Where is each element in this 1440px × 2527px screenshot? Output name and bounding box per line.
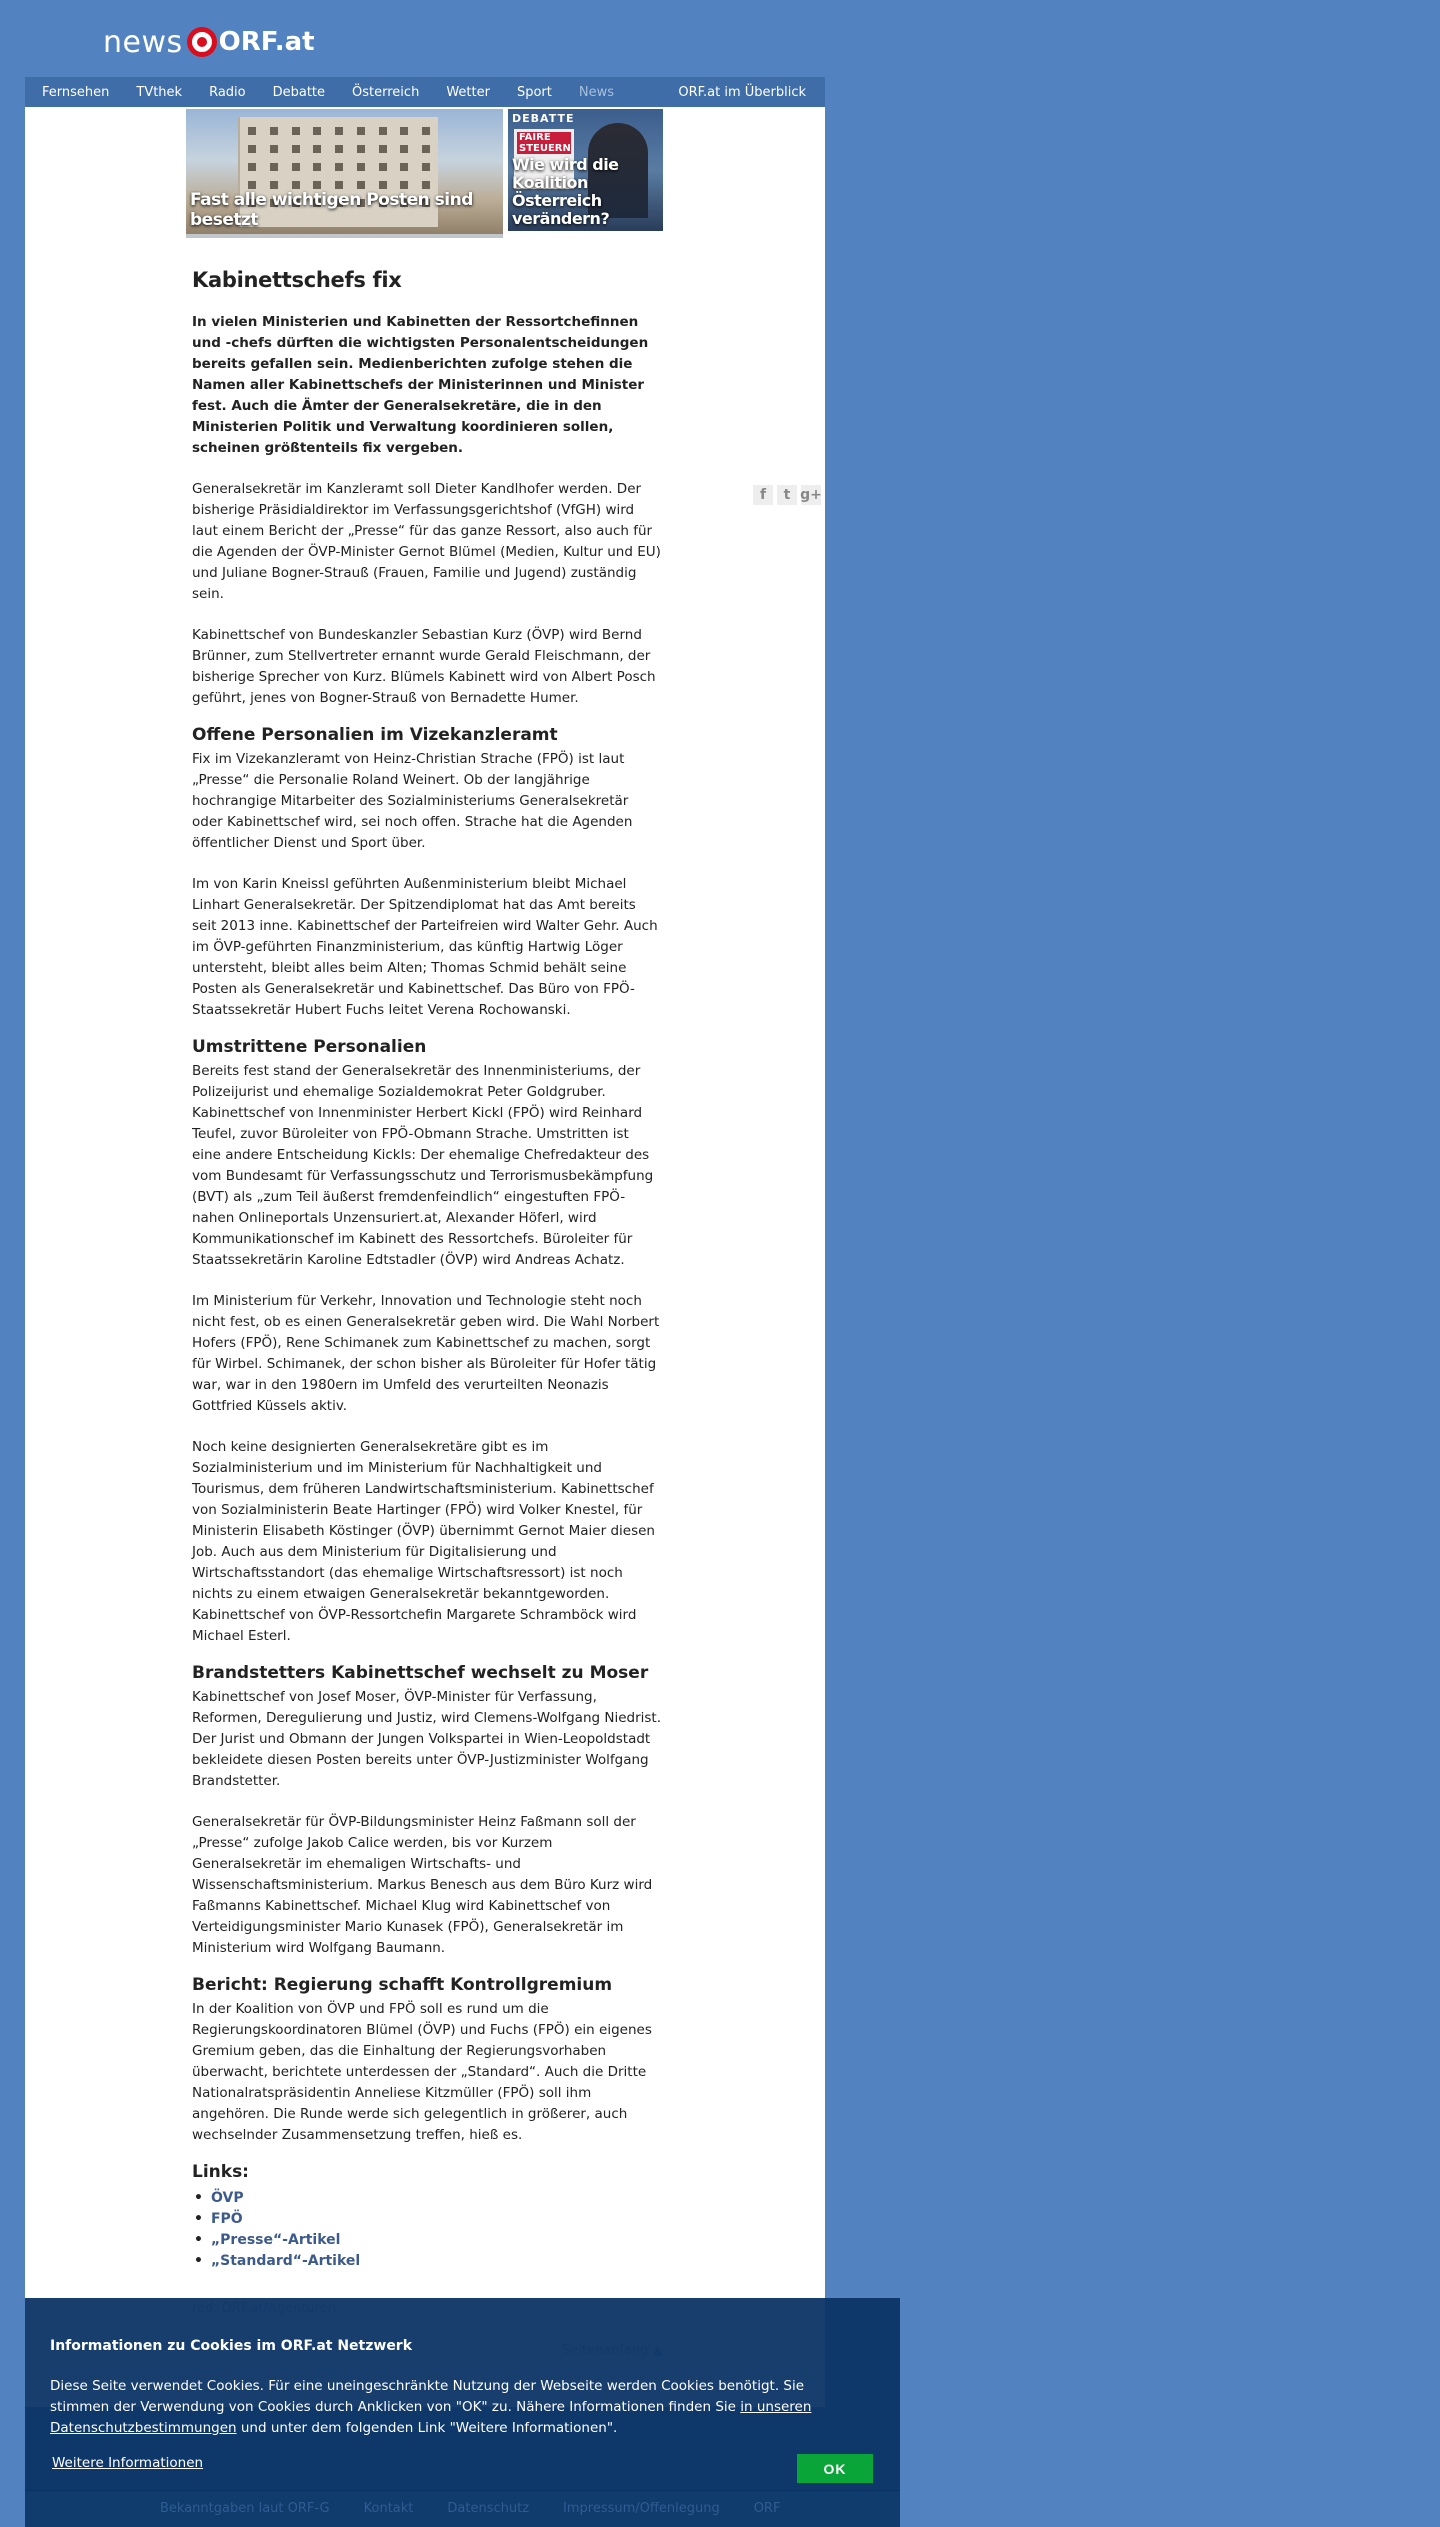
cookie-more-info-link[interactable]: Weitere Informationen — [52, 2455, 204, 2471]
cookie-privacy-link[interactable]: in unseren Datenschutzbestimmungen — [50, 2399, 812, 2436]
links-heading: Links: — [192, 2162, 249, 2182]
footer-link-orf[interactable]: ORF — [753, 2501, 781, 2516]
site-logo[interactable] — [103, 22, 315, 62]
nav-item-fernsehen[interactable]: Fernsehen — [42, 84, 110, 100]
article-paragraph: In der Koalition von ÖVP und FPÖ soll es rund um die Regierungskoordinatoren Blümel (ÖVP) und Fuchs (FPÖ) ein eigenes Gremium geben, das die Einhaltung der Regierungsvorhaben überwacht, berichtete unterdessen der „Standard“. Auch die Dritte Nationalratspräsidentin Anneliese Kitzmüller (FPÖ) soll ihm angehören. Die Runde werde sich gelegentlich in größerer, auch wechselnder Zusammensetzung treffen, hieß es. — [192, 2001, 652, 2143]
nav-item-tvthek[interactable]: TVthek — [136, 84, 183, 100]
teaser-kicker: DEBATTE — [512, 112, 575, 125]
article-paragraph: Kabinettschef von Bundeskanzler Sebastian Kurz (ÖVP) wird Bernd Brünner, zum Stellvertreter ernannt wurde Gerald Fleischmann, der bisherige Sprecher von Kurz. Blümels Kabinett wird von Albert Posch geführt, jenes von Bogner-Strauß von Bernadette Humer. — [192, 627, 656, 706]
link-oevp[interactable]: • ÖVP — [192, 2188, 662, 2209]
link-standard-artikel[interactable]: • „Standard“-Artikel — [192, 2251, 662, 2272]
link-fpoe[interactable]: • FPÖ — [192, 2209, 662, 2230]
cookie-text-after: und unter dem folgenden Link "Weitere Informationen". — [236, 2420, 618, 2436]
article-paragraph: Generalsekretär für ÖVP-Bildungsminister Heinz Faßmann soll der „Presse“ zufolge Jakob Calice werden, bis vor Kurzem Generalsekretär im ehemaligen Wirtschafts- und Wissenschaftsministerium. Markus Benesch aus dem Büro Kurz wird Faßmanns Kabinettschef. Michael Klug wird Kabinettschef von Verteidigungsminister Mario Kunasek (FPÖ), Generalsekretär im Ministerium wird Wolfgang Baumann. — [192, 1814, 653, 1956]
footer-link-bekanntgaben[interactable]: Bekanntgaben laut ORF-G — [160, 2501, 330, 2516]
nav-item-debatte[interactable]: Debatte — [272, 84, 326, 100]
nav-item-news[interactable]: News — [578, 84, 614, 100]
link-presse-artikel[interactable]: • „Presse“-Artikel — [192, 2230, 662, 2251]
article-paragraph: Bereits fest stand der Generalsekretär des Innenministeriums, der Polizeijurist und ehemalige Sozialdemokrat Peter Goldgruber. Kabinettschef von Innenminister Herbert Kickl (FPÖ) wird Reinhard Teufel, zuvor Büroleiter von FPÖ-Obmann Strache. Umstritten ist eine andere Entscheidung Kickls: Der ehemalige Chefredakteur des vom Bundesamt für Verfassungsschutz und Terrorismusbekämpfung (BVT) als „zum Teil äußerst fremdenfeindlich“ eingestuften FPÖ-nahen Onlineportals Unzensuriert.at, Alexander Höferl, wird Kommunikationschef im Kabinett des Ressortchefs. Büroleiter für Staatssekretärin Karoline Edtstadler (ÖVP) wird Andreas Achatz. — [192, 1063, 654, 1268]
teaser-main-bar — [186, 234, 503, 238]
logo-orf-text: ORF.at — [218, 27, 315, 57]
orf-eye-logo-icon — [187, 27, 217, 57]
cookie-ok-button[interactable]: OK — [797, 2454, 873, 2483]
google-plus-icon[interactable]: g+ — [800, 487, 822, 503]
footer-link-kontakt[interactable]: Kontakt — [363, 2501, 414, 2516]
footer-link-impressum[interactable]: Impressum/Offenlegung — [563, 2501, 720, 2516]
poster-headline: FAIRE STEUERN — [519, 132, 571, 154]
social-share — [753, 485, 821, 505]
article-paragraph: Noch keine designierten Generalsekretäre gibt es im Sozialministerium und im Ministerium für Nachhaltigkeit und Tourismus, dem früheren Landwirtschaftsministerium. Kabinettschef von Sozialministerin Beate Hartinger (FPÖ) wird Volker Knestel, für Ministerin Elisabeth Köstinger (ÖVP) übernimmt Gernot Maier diesen Job. Auch aus dem Ministerium für Digitalisierung und Wirtschaftsstandort (das ehemalige Wirtschaftsressort) ist noch nichts zu einem etwaigen Generalsekretär bekanntgeworden. Kabinettschef von ÖVP-Ressortchefin Margarete Schramböck wird Michael Esterl. — [192, 1439, 655, 1644]
article-subheading: Umstrittene Personalien — [192, 1037, 427, 1057]
facebook-icon[interactable]: f — [753, 485, 773, 505]
article-subheading: Offene Personalien im Vizekanzleramt — [192, 725, 558, 745]
footer-link-datenschutz[interactable]: Datenschutz — [447, 2501, 530, 2516]
main-nav — [25, 77, 825, 107]
links-list — [192, 2188, 662, 2272]
article-subheading: Bericht: Regierung schafft Kontrollgremium — [192, 1975, 613, 1995]
article-subheading: Brandstetters Kabinettschef wechselt zu Moser — [192, 1663, 649, 1683]
twitter-icon[interactable]: t — [777, 485, 797, 505]
teaser-main-caption: Fast alle wichtigen Posten sind besetzt — [190, 190, 473, 230]
article — [192, 268, 662, 2272]
nav-overview-link[interactable]: ORF.at im Überblick — [678, 84, 806, 100]
footer — [25, 2490, 900, 2527]
nav-item-oesterreich[interactable]: Österreich — [352, 84, 420, 100]
cookie-text — [50, 2376, 850, 2439]
cookie-title: Informationen zu Cookies im ORF.at Netzwerk — [50, 2338, 413, 2354]
cookie-banner — [25, 2298, 900, 2491]
teaser-debatte[interactable] — [508, 109, 663, 231]
nav-item-sport[interactable]: Sport — [516, 84, 552, 100]
cookie-text-before: Diese Seite verwendet Cookies. Für eine uneingeschränkte Nutzung der Webseite werden Cookies benötigt. Sie stimmen der Verwendung von Cookies durch Anklicken von "OK" zu. Nähere Informationen finden Sie — [50, 2378, 805, 2415]
article-paragraph: Kabinettschef von Josef Moser, ÖVP-Minister für Verfassung, Reformen, Deregulierung und Justiz, wird Clemens-Wolfgang Niedrist. Der Jurist und Obmann der Jungen Volkspartei in Wien-Leopoldstadt bekleidete diesen Posten bereits unter ÖVP-Justizminister Wolfgang Brandstetter. — [192, 1689, 662, 1789]
nav-item-wetter[interactable]: Wetter — [446, 84, 490, 100]
article-title: Kabinettschefs fix — [192, 268, 402, 292]
article-paragraph: Generalsekretär im Kanzleramt soll Dieter Kandlhofer werden. Der bisherige Präsidialdirektor im Verfassungsgerichtshof (VfGH) wird laut einem Bericht der „Presse“ für das ganze Ressort, also auch für die Agenden der ÖVP-Minister Gernot Blümel (Medien, Kultur und EU) und Juliane Bogner-Strauß (Frauen, Familie und Jugend) zuständig sein. — [192, 481, 661, 602]
nav-item-radio[interactable]: Radio — [209, 84, 246, 100]
article-paragraph: Fix im Vizekanzleramt von Heinz-Christian Strache (FPÖ) ist laut „Presse“ die Personalie Roland Weinert. Ob der langjährige hochrangige Mitarbeiter des Sozialministeriums Generalsekretär oder Kabinettschef wird, sei noch offen. Strache hat die Agenden öffentlicher Dienst und Sport über. — [192, 751, 633, 851]
article-paragraph: Im von Karin Kneissl geführten Außenministerium bleibt Michael Linhart Generalsekretär. Der Spitzendiplomat hat das Amt bereits seit 2013 inne. Kabinettschef der Parteifreien wird Walter Gehr. Auch im ÖVP-geführten Finanzministerium, das künftig Hartwig Löger untersteht, bleibt alles beim Alten; Thomas Schmid behält seine Posten als Generalsekretär und Kabinettschef. Das Büro von FPÖ-Staatssekretär Hubert Fuchs leitet Verena Rochowanski. — [192, 876, 658, 1018]
article-paragraph: Im Ministerium für Verkehr, Innovation und Technologie steht noch nicht fest, ob es einen Generalsekretär geben wird. Die Wahl Norbert Hofers (FPÖ), Rene Schimanek zum Kabinettschef zu machen, sorgt für Wirbel. Schimanek, der schon bisher als Büroleiter für Hofer tätig war, war in den 1980ern im Umfeld des verurteilten Neonazis Gottfried Küssels aktiv. — [192, 1293, 660, 1414]
logo-news-text: news — [103, 24, 183, 60]
teaser-debatte-caption: Wie wird die Koalition Österreich verändern? — [512, 155, 619, 228]
article-lead: In vielen Ministerien und Kabinetten der Ressortchefinnen und -chefs dürften die wichtigsten Personalentscheidungen bereits gefallen sein. Medienberichten zufolge stehen die Namen aller Kabinettschefs der Ministerinnen und Minister fest. Auch die Ämter der Generalsekretäre, die in den Ministerien Politik und Verwaltung koordinieren sollen, scheinen größtenteils fix vergeben. — [192, 314, 649, 456]
teaser-main[interactable] — [186, 109, 503, 238]
